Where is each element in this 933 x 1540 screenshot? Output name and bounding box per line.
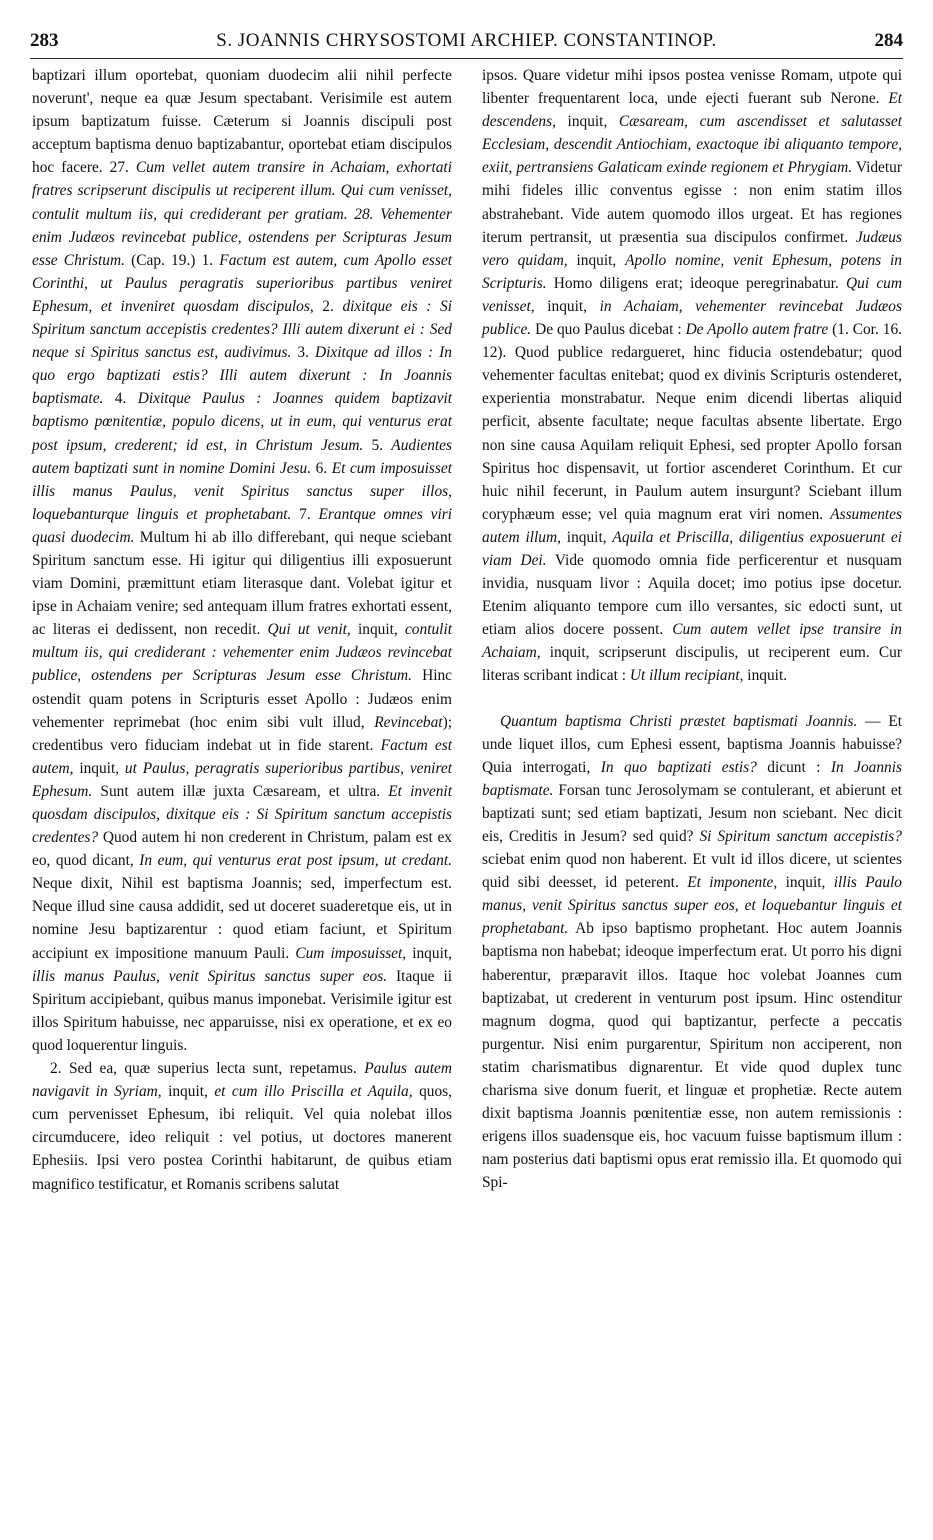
text-run: inquit. <box>743 667 788 685</box>
page-number-right: 284 <box>874 30 903 51</box>
text-run: 6. <box>311 459 332 477</box>
italic-text-run: Qui cum venisset, <box>482 274 902 315</box>
text-run: inquit, scripserunt discipulis, ut reciperent eum. Cur literas scribant indicat : <box>482 644 902 685</box>
italic-text-run: Aquila et Priscilla, diligentius exposuerunt ei viam Dei. <box>482 528 902 569</box>
italic-text-run: et cum illo Priscilla et Aquila, <box>214 1083 413 1101</box>
italic-text-run: Dixitque Paulus : Joannes quidem baptizavit baptismo pœnitentiæ, populo dicens, ut in eum, qui venturus erat post ipsum, crederent; id est, in Christum Jesum. <box>32 390 452 454</box>
italic-text-run: Et descendens, <box>482 90 902 131</box>
italic-text-run: Factum est autem, cum Apollo esset Corinthi, ut Paulus peragratis superioribus partibus veniret Ephesum, et inveniret quosdam discipulos, <box>32 251 453 315</box>
italic-text-run: In eum, qui venturus erat post ipsum, ut credant. <box>139 852 452 870</box>
italic-text-run: In quo baptizati estis? <box>600 758 757 776</box>
paragraph <box>32 1057 452 1196</box>
text-run: quos, cum pervenisset Ephesum, ibi reliquit. Vel quia nolebat illos circumducere, ideo reliquit : vel potius, ut doctores manerent Ephesiis. Ipsi vero postea Corinthi habitarunt, de quibus etiam magnifico testificatur, et Romanis scribens salutat <box>32 1083 452 1193</box>
text-run: Itaque ii Spiritum accipiebant, quibus manus imponebat. Verisimile igitur est illos Spiritum habuisse, nec apparuisse, nisi ex operatione, et ex eo quod loquerentur linguis. <box>32 967 453 1054</box>
italic-text-run: Cum autem vellet ipse transire in Achaiam, <box>482 621 902 662</box>
text-run: Forsan tunc Jerosolymam se contulerant, et abierunt et baptizati sunt; sed etiam baptizati, Jesum non sciebant. Nec dicit eis, Creditis in Jesum? sed quid? <box>482 781 902 845</box>
running-title: S. JOANNIS CHRYSOSTOMI ARCHIEP. CONSTANTINOP. <box>216 30 717 51</box>
italic-text-run: Judæus vero quidam, <box>482 228 902 269</box>
italic-text-run: Revincebat <box>374 713 443 731</box>
text-run: ); credentibus vero fiduciam indebat ut in fide starent. <box>32 713 452 754</box>
italic-text-run: Cæsaream, cum ascendisset et salutasset Ecclesiam, descendit Antiochiam, exactoque ibi aliquanto tempore, exiit, pertransiens Galaticam exinde regionem et Phrygiam. <box>482 113 902 177</box>
italic-text-run: Apollo nomine, venit Ephesum, potens in Scripturis. <box>482 251 902 292</box>
paragraph <box>32 64 452 1057</box>
text-run: 7. <box>291 505 319 523</box>
text-run: inquit, <box>161 1083 215 1101</box>
italic-text-run: Quantum baptisma Christi præstet baptismati Joannis. <box>500 712 858 730</box>
italic-text-run: Cum imposuisset <box>295 944 403 962</box>
italic-text-run: Et imponente, <box>687 874 778 892</box>
text-run: inquit, <box>555 113 619 131</box>
italic-text-run: dixitque eis : Si Spiritum sanctum accepistis credentes? Illi autem dixerunt ei : Sed neque si Spiritus sanctus est, audivimus. <box>32 297 452 362</box>
italic-text-run: Et cum imposuisset illis manus Paulus, venit Spiritus sanctus super illos, loquebanturque linguis et prophetabant. <box>32 459 452 523</box>
italic-text-run: Assumentes autem illum, <box>482 505 902 546</box>
paragraph <box>482 64 902 688</box>
text-run: Homo diligens erat; ideoque peregrinabatur. <box>546 274 847 292</box>
text-run: , inquit, <box>69 759 125 777</box>
text-run: inquit, <box>567 251 626 269</box>
italic-text-run: In Joannis baptismate. <box>482 758 902 799</box>
italic-text-run: Si Spiritum sanctum accepistis? <box>699 828 902 845</box>
italic-text-run: illis manus Paulus, venit Spiritus sanctus super eos. <box>32 967 388 985</box>
italic-text-run: Erantque omnes viri quasi duodecim. <box>32 505 452 546</box>
text-run: inquit, <box>560 528 613 546</box>
text-run: De quo Paulus dicebat : <box>531 321 686 339</box>
text-run: 5. <box>363 436 392 454</box>
italic-text-run: ut Paulus, peragratis superioribus partibus, veniret Ephesum. <box>32 759 452 800</box>
text-run: inquit, <box>777 874 834 892</box>
text-run: Hinc ostendit quam potens in Scripturis esset Apollo : Judæos enim vehementer reprimebat (hoc enim sibi vult illud, <box>32 667 452 731</box>
text-run: Neque dixit, Nihil est baptisma Joannis; sed, imperfectum est. Neque illud sine causa addidit, sed ut doceret suaderetque eis, ut in nomine Jesu baptizarentur : quod etiam faciunt, et Spiritum accipiunt ex impositione manuum Pauli. <box>32 875 452 962</box>
text-run: Ab ipso baptismo prophetant. Hoc autem Joannis baptisma non habebat; ideoque imperfectum erat. Ut porro his digni haberentur, præparavit illos. Itaque hoc volebat Joannes cum baptizabat, ut crederent in venturum post ipsum. Hinc ostenditur magnum dogma, quod qui baptizantur, perfecte a peccatis purgentur. Nisi enim purgarentur, Spiritum non acciperent, non statim charismatibus dignarentur. Et vide quod duplex tunc charisma sive donum fuerit, et linguæ et prophetiæ. Recte autem dixit baptisma Joannis pœnitentiæ esse, non autem remissionis : erigens illos suadensque eis, hoc vacuum fuisse baptismum illum : nam posterius dati baptismi opus erat remissio illa. Et quomodo qui Spi- <box>482 920 902 1192</box>
text-run: (1. Cor. 16. 12). Quod publice redargueret, hinc fiducia ostendebatur; quod vehementer facultas enitebat; quod ex divinis Scripturis ostenderet, experientia monstrabatur. Neque enim dicendi libertas aliquid perficit, absente facultate; neque facultas absente libertate. Ergo non sine causa Aquilam reliquit Ephesi, sed propter Apollo forsan Spiritus hoc dispensavit, ut fortior ascenderet Corinthum. Et cur huic nihil fecerunt, in Paulum autem insurgunt? Sciebant illum coryphæum esse; vel quia magnum erat viri nomen. <box>482 321 902 523</box>
text-run: inquit, <box>534 297 600 315</box>
italic-text-run: Cum vellet autem transire in Achaiam, exhortati fratres scripserunt discipulis ut reciperent illum. Qui cum venisset, contulit multum iis, qui crediderant per gratiam. 28. Vehementer enim Judæos revincebat publice, ostendens per Scripturas Jesum esse Christum. <box>32 159 452 269</box>
italic-text-run: Ut illum recipiant, <box>629 667 744 685</box>
text-run: 4. <box>103 390 138 408</box>
italic-text-run: in Achaiam, vehementer revincebat Judæos publice. <box>482 297 902 339</box>
text-run: baptizari illum oportebat, quoniam duodecim alii nihil perfecte noverunt', neque ea quæ Jesum spectabant. Verisimile est autem ipsum baptizatum fuisse. Cæterum si Joannis discipuli post acceptum baptisma denuo baptizabantur, oportebat etiam discipulos hoc facere. 27. <box>32 67 452 177</box>
text-run: Videtur mihi fideles illic conventus egisse : non enim statim illos abstrahebant. Vide autem quomodo illos urgeat. Et has regiones iterum pertransit, ut præsentia sua discipulos confirmet. <box>482 159 902 246</box>
italic-text-run: Qui ut venit, <box>267 621 351 639</box>
left-column <box>32 64 452 1196</box>
italic-text-run: contulit multum iis, qui crediderant : vehementer enim Judæos revincebat publice, ostendens per Scripturas Jesum esse Christum. <box>32 621 452 685</box>
italic-text-run: Factum est autem <box>32 736 452 777</box>
text-run: — Et unde liquet illos, cum Ephesi essent, baptisma Joannis habuisse? Quia interrogati, <box>482 712 902 776</box>
text-run: ipsos. Quare videtur mihi ipsos postea venisse Romam, utpote qui libenter frequentarent loca, unde ejecti fuerant sub Nerone. <box>482 67 902 108</box>
text-run: (Cap. 19.) 1. <box>124 251 220 269</box>
italic-text-run: Audientes autem baptizati sunt in nomine Domini Jesu. <box>32 436 452 477</box>
text-run: Vide quomodo omnia fide perficerentur et nusquam invidia, nusquam livor : Aquila docet; imo potius ipse docetur. Etenim aliquanto tempore cum illo versantes, sic edocti sunt, ut etiam alios docere possent. <box>482 551 902 639</box>
text-run: Multum hi ab illo differebant, qui neque sciebant Spiritum sanctum esse. Hi igitur qui diligentius illi exposuerunt viam Domini, præmittunt etiam literasque dant. Volebat igitur et ipse in Achaiam venire; sed antequam illum fratres exhortati essent, ac literas ei dedissent, non recedit. <box>32 528 452 639</box>
italic-text-run: Dixitque ad illos : In quo ergo baptizati estis? Illi autem dixerunt : In Joannis baptismate. <box>32 344 452 408</box>
text-run: Sunt autem illæ juxta Cæsaream, et ultra. <box>92 782 389 800</box>
italic-text-run: illis Paulo manus, venit Spiritus sanctus super eos, et loquebantur linguis et prophetabant. <box>482 874 902 938</box>
italic-text-run: De Apollo autem fratre <box>685 321 829 339</box>
italic-text-run: Et invenit quosdam discipulos, dixitque eis : Si Spiritum sanctum accepistis credentes? <box>32 782 452 847</box>
text-run: 2. Sed ea, quæ superius lecta sunt, repetamus. <box>50 1060 365 1078</box>
text-run: Quod autem hi non crederent in Christum, palam est ex eo, quod dicant, <box>32 829 452 870</box>
italic-text-run: Paulus autem navigavit in Syriam, <box>32 1060 452 1101</box>
page-number-left: 283 <box>30 30 59 51</box>
right-column <box>482 64 902 1195</box>
text-run: sciebat enim quod non haberent. Et vult id illos dicere, ut scientes quid sibi deesset, id peterent. <box>482 851 902 892</box>
page-header <box>30 28 903 59</box>
text-run: , inquit, <box>402 944 452 962</box>
text-run: 2. <box>313 297 343 315</box>
text-run: dicunt : <box>756 758 831 776</box>
text-run: inquit, <box>350 621 405 639</box>
text-run: 3. <box>291 344 315 362</box>
paragraph <box>482 710 902 1195</box>
